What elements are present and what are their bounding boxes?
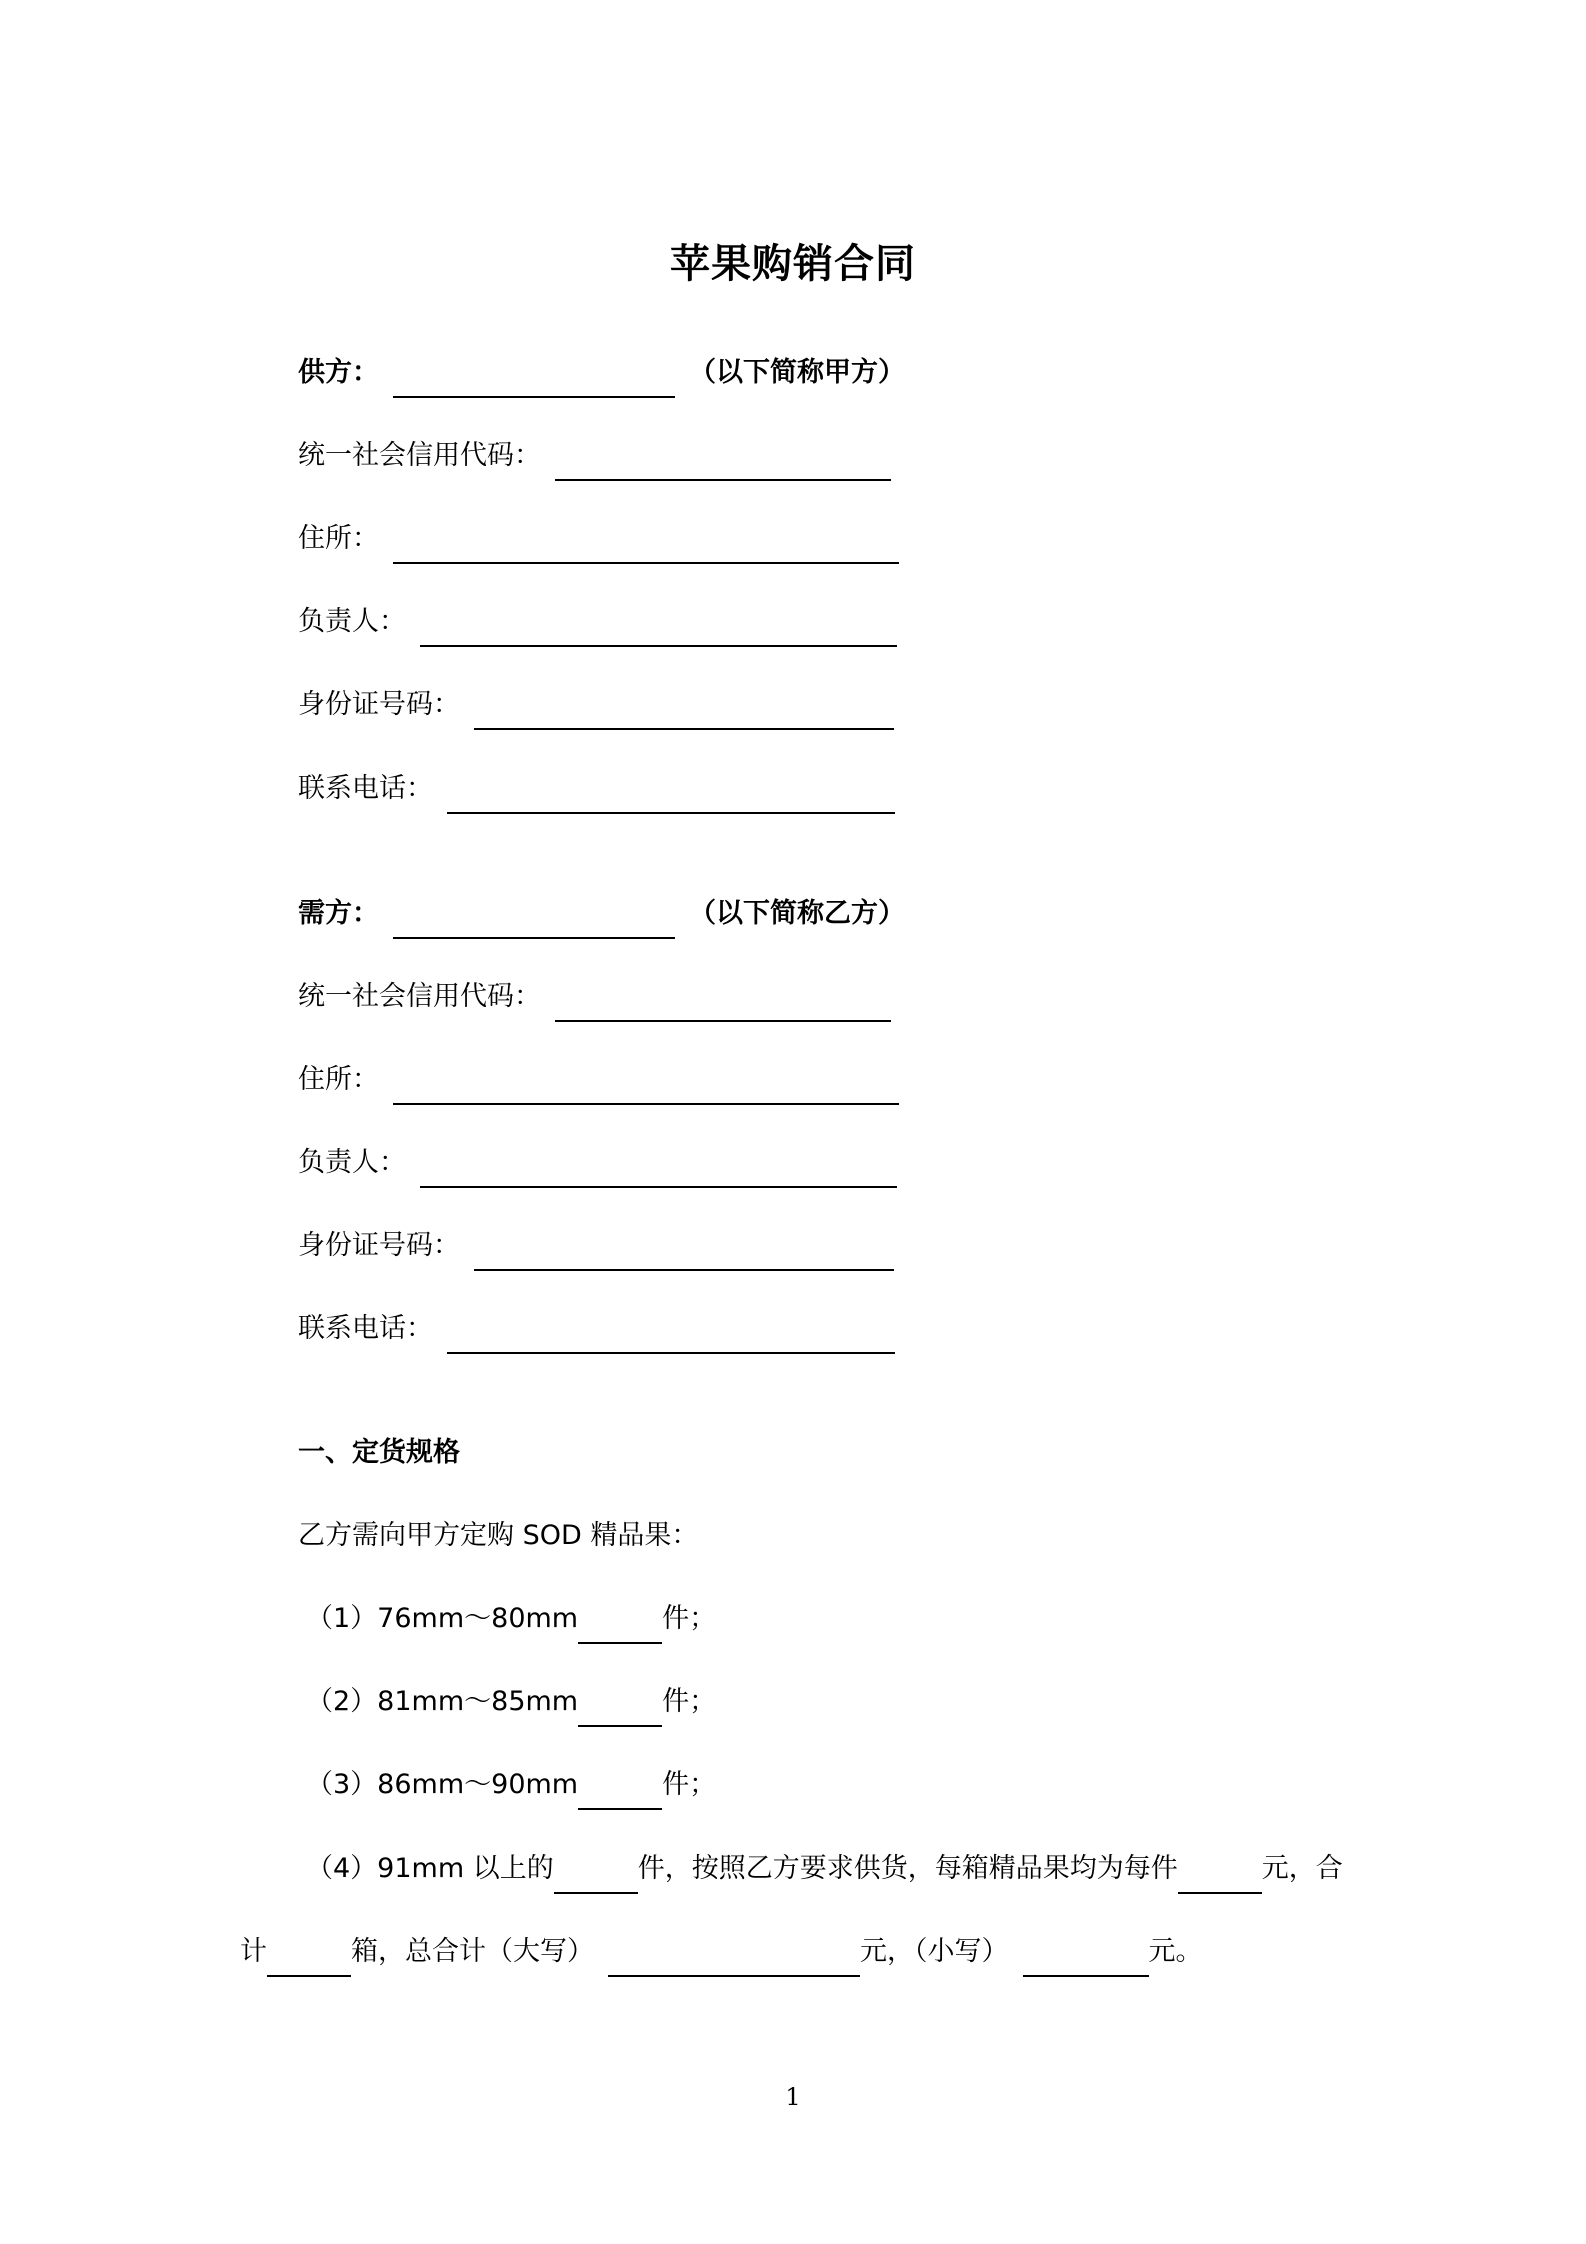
field-label: 联系电话： <box>298 1313 433 1344</box>
field-label: 住所： <box>298 523 379 554</box>
buyer-phone-row <box>298 1306 895 1346</box>
supplier-id-row <box>298 682 894 722</box>
supplier-phone-row <box>298 766 895 806</box>
supplier-name-field[interactable] <box>393 366 675 398</box>
supplier-address-field[interactable] <box>393 532 899 564</box>
buyer-credit-code-field[interactable] <box>555 990 891 1022</box>
section-heading-text: 一、定货规格 <box>298 1437 460 1468</box>
spec-label: （1）76mm～80mm <box>306 1603 579 1634</box>
supplier-alias: （以下简称甲方） <box>689 357 905 388</box>
supplier-person-field[interactable] <box>420 615 897 647</box>
spec-text: 元，合 <box>1261 1853 1343 1884</box>
spec-unit: 件； <box>662 1603 717 1634</box>
buyer-name-field[interactable] <box>393 907 675 939</box>
field-label: 统一社会信用代码： <box>298 981 541 1012</box>
buyer-person-field[interactable] <box>420 1156 897 1188</box>
total-lowercase-field[interactable] <box>1023 1945 1149 1977</box>
total-text: 箱，总合计（大写） <box>351 1936 594 1967</box>
buyer-phone-field[interactable] <box>447 1322 895 1354</box>
spec-item-3 <box>306 1762 716 1802</box>
supplier-credit-code-field[interactable] <box>555 449 891 481</box>
total-uppercase-field[interactable] <box>608 1945 860 1977</box>
spec-unit: 件； <box>662 1686 717 1717</box>
document-title: 苹果购销合同 <box>670 241 916 287</box>
spec-quantity-field-2[interactable] <box>578 1695 662 1727</box>
buyer-row <box>298 891 905 931</box>
buyer-label: 需方： <box>298 898 379 929</box>
spec-unit: 件； <box>662 1769 717 1800</box>
buyer-address-field[interactable] <box>393 1073 899 1105</box>
field-label: 身份证号码： <box>298 1230 460 1261</box>
total-row <box>240 1929 1203 1969</box>
supplier-phone-field[interactable] <box>447 782 895 814</box>
spec-item-4 <box>306 1846 1343 1886</box>
supplier-id-field[interactable] <box>474 698 894 730</box>
spec-quantity-field-3[interactable] <box>578 1778 662 1810</box>
spec-label: （2）81mm～85mm <box>306 1686 579 1717</box>
field-label: 住所： <box>298 1064 379 1095</box>
supplier-row <box>298 350 905 390</box>
spec-label: （3）86mm～90mm <box>306 1769 579 1800</box>
buyer-person-row <box>298 1140 897 1180</box>
field-label: 身份证号码： <box>298 689 460 720</box>
spec-item-1 <box>306 1596 716 1636</box>
supplier-label: 供方： <box>298 357 379 388</box>
spec-text: 件，按照乙方要求供货，每箱精品果均为每件 <box>637 1853 1178 1884</box>
buyer-id-field[interactable] <box>474 1239 894 1271</box>
total-prefix: 计 <box>240 1936 267 1967</box>
section1-heading <box>298 1430 460 1470</box>
supplier-address-row <box>298 516 899 556</box>
supplier-person-row <box>298 599 897 639</box>
box-count-field[interactable] <box>267 1945 351 1977</box>
spec-quantity-field-4[interactable] <box>554 1862 638 1894</box>
spec-item-2 <box>306 1679 716 1719</box>
supplier-credit-code-row <box>298 433 891 473</box>
field-label: 统一社会信用代码： <box>298 440 541 471</box>
unit-price-field[interactable] <box>1178 1862 1262 1894</box>
total-end: 元。 <box>1148 1936 1203 1967</box>
page-number: 1 <box>785 2083 801 2111</box>
buyer-credit-code-row <box>298 974 891 1014</box>
field-label: 联系电话： <box>298 773 433 804</box>
spec-quantity-field-1[interactable] <box>578 1612 662 1644</box>
buyer-alias: （以下简称乙方） <box>689 898 905 929</box>
intro-text: 乙方需向甲方定购 SOD 精品果： <box>298 1520 699 1551</box>
buyer-address-row <box>298 1057 899 1097</box>
spec-label: （4）91mm 以上的 <box>306 1853 554 1884</box>
field-label: 负责人： <box>298 1147 406 1178</box>
total-text: 元，（小写） <box>860 1936 1009 1967</box>
field-label: 负责人： <box>298 606 406 637</box>
section1-intro <box>298 1513 698 1553</box>
buyer-id-row <box>298 1223 894 1263</box>
